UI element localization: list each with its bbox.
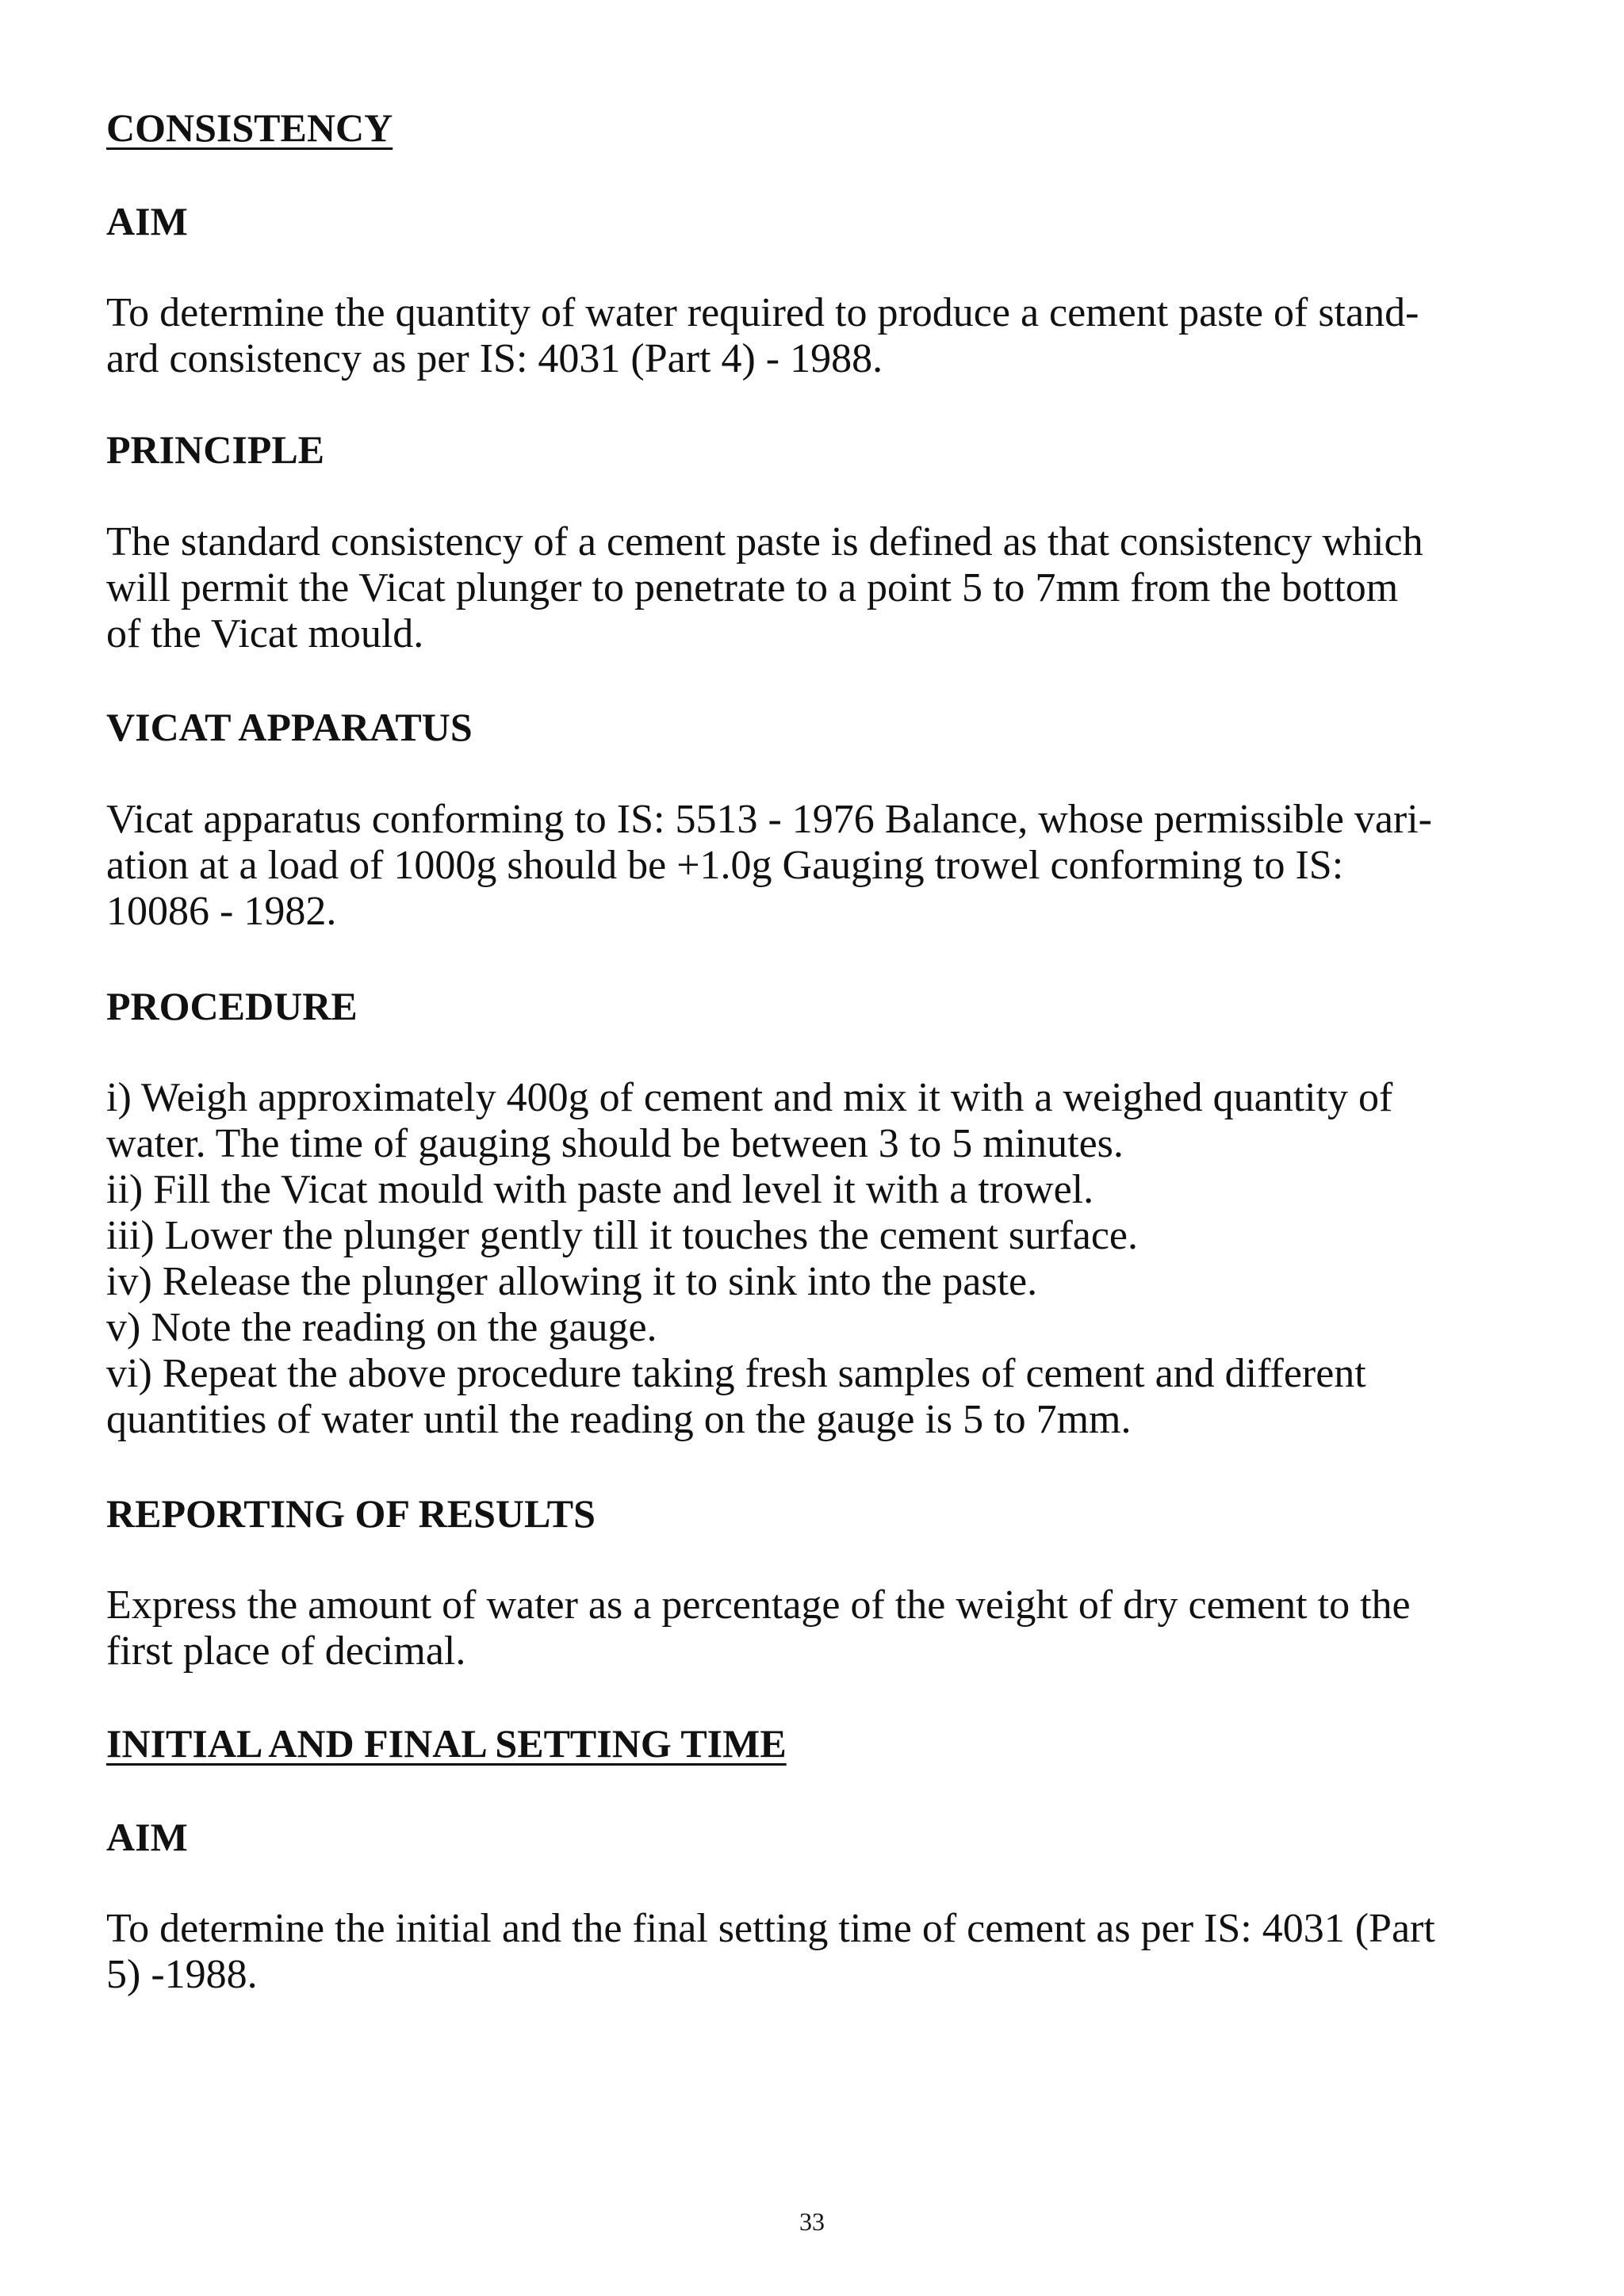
paragraph-line: 10086 - 1982. <box>106 889 337 934</box>
paragraph-line: The standard consistency of a cement paste is defined as that consistency which <box>106 519 1423 564</box>
paragraph-aim-setting-time <box>106 1906 1534 1998</box>
heading-vicat-apparatus: VICAT APPARATUS <box>106 705 473 749</box>
procedure-step: quantities of water until the reading on the gauge is 5 to 7mm. <box>106 1397 1132 1442</box>
paragraph-reporting-of-results <box>106 1582 1534 1674</box>
heading-aim: AIM <box>106 199 188 243</box>
paragraph-line: To determine the quantity of water required to produce a cement paste of stand- <box>106 290 1419 335</box>
paragraph-vicat-apparatus <box>106 797 1534 935</box>
paragraph-line: To determine the initial and the final setting time of cement as per IS: 4031 (Part <box>106 1906 1435 1951</box>
procedure-step: v) Note the reading on the gauge. <box>106 1305 657 1350</box>
paragraph-line: ard consistency as per IS: 4031 (Part 4) - 1988. <box>106 336 883 381</box>
procedure-list <box>106 1075 1534 1443</box>
paragraph-line: ation at a load of 1000g should be +1.0g Gauging trowel conforming to IS: <box>106 843 1344 888</box>
procedure-step: i) Weigh approximately 400g of cement and mix it with a weighed quantity of <box>106 1075 1393 1120</box>
paragraph-line: of the Vicat mould. <box>106 611 424 656</box>
paragraph-line: first place of decimal. <box>106 1628 466 1674</box>
section-title-consistency: CONSISTENCY <box>106 105 393 150</box>
heading-aim-setting-time: AIM <box>106 1815 188 1859</box>
heading-reporting-of-results: REPORTING OF RESULTS <box>106 1491 596 1536</box>
paragraph-line: Express the amount of water as a percentage of the weight of dry cement to the <box>106 1582 1411 1628</box>
procedure-step: iii) Lower the plunger gently till it touches the cement surface. <box>106 1213 1139 1258</box>
paragraph-line: will permit the Vicat plunger to penetrate to a point 5 to 7mm from the bottom <box>106 565 1399 610</box>
paragraph-line: Vicat apparatus conforming to IS: 5513 - 1976 Balance, whose permissible vari- <box>106 797 1432 842</box>
paragraph-aim <box>106 290 1534 382</box>
page-number: 33 <box>799 2207 825 2236</box>
procedure-step: water. The time of gauging should be between 3 to 5 minutes. <box>106 1121 1124 1166</box>
heading-principle: PRINCIPLE <box>106 427 325 472</box>
procedure-step: vi) Repeat the above procedure taking fresh samples of cement and different <box>106 1351 1366 1396</box>
procedure-step: iv) Release the plunger allowing it to sink into the paste. <box>106 1259 1038 1304</box>
heading-procedure: PROCEDURE <box>106 984 358 1028</box>
procedure-step: ii) Fill the Vicat mould with paste and level it with a trowel. <box>106 1167 1094 1212</box>
paragraph-line: 5) -1988. <box>106 1952 258 1997</box>
paragraph-principle <box>106 519 1534 657</box>
section-title-setting-time: INITIAL AND FINAL SETTING TIME <box>106 1721 787 1766</box>
